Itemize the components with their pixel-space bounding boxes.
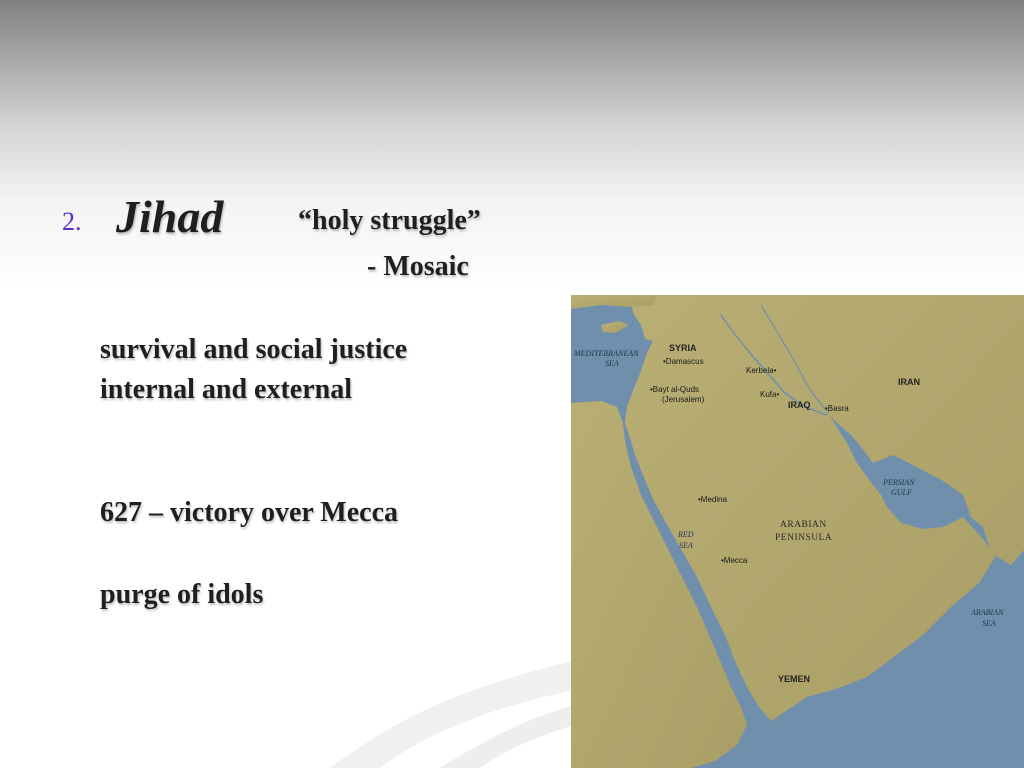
region-label-yemen: YEMEN	[778, 674, 811, 684]
item-number: 2.	[62, 207, 82, 236]
sea-label-arabian-1: ARABIAN	[971, 608, 1004, 617]
slide-title: Jihad	[116, 191, 224, 242]
city-label-kufa: Kufa•	[760, 390, 780, 399]
city-label-basra: •Basra	[825, 404, 849, 413]
city-label-mecca: •Mecca	[721, 556, 748, 565]
sea-label-mediterranean-1: MEDITERRANEAN	[574, 349, 639, 358]
sea-label-persian-2: GULF	[891, 488, 912, 497]
city-label-bayt-al-quds: •Bayt al-Quds	[650, 385, 700, 394]
slide-heading	[0, 0, 1024, 300]
region-label-iraq: IRAQ	[788, 400, 811, 410]
city-label-medina: •Medina	[698, 495, 728, 504]
region-label-peninsula-1: ARABIAN	[780, 520, 827, 530]
body-line-idols: purge of idols	[100, 579, 264, 610]
city-label-damascus: •Damascus	[663, 357, 704, 366]
city-label-kerbela: Kerbela•	[746, 366, 777, 375]
body-line-survival: survival and social justice	[100, 334, 408, 365]
region-label-peninsula-2: PENINSULA	[775, 533, 833, 543]
body-line-internal: internal and external	[100, 374, 352, 405]
sea-label-mediterranean-2: SEA	[605, 359, 619, 368]
city-label-jerusalem: (Jerusalem)	[662, 395, 705, 404]
sea-label-arabian-2: SEA	[982, 619, 996, 628]
region-label-iran: IRAN	[898, 377, 920, 387]
region-label-syria: SYRIA	[669, 343, 697, 353]
title-meaning: “holy struggle”	[298, 205, 481, 236]
sea-label-persian-1: PERSIAN	[883, 478, 915, 487]
title-source: - Mosaic	[367, 251, 469, 282]
arabia-map	[571, 295, 1024, 768]
body-line-victory: 627 – victory over Mecca	[100, 497, 399, 528]
sea-label-red-1: RED	[678, 530, 694, 539]
sea-label-red-2: SEA	[679, 541, 693, 550]
